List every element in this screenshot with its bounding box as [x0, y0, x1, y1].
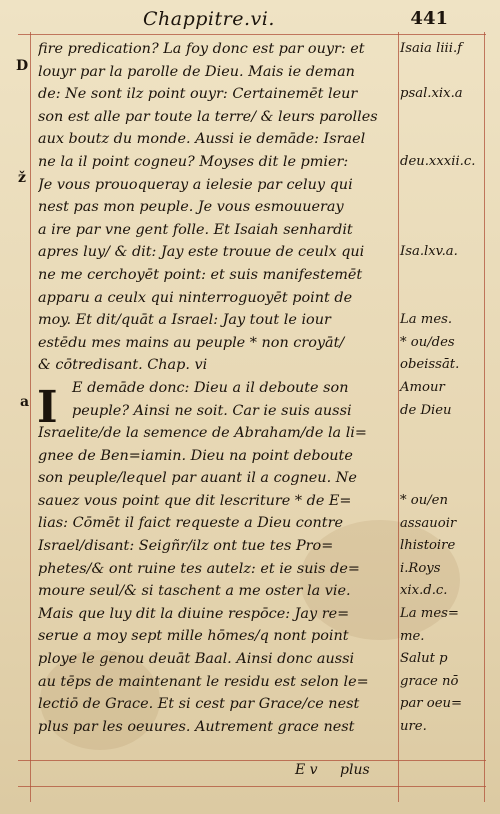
margin-note: lhistoire	[400, 538, 456, 554]
text-line: aux boutz du monde. Aussi ie demāde: Israel	[38, 131, 366, 148]
text-line: apres luy/ & dit: Jay este trouue de ceulx qui	[38, 244, 365, 261]
text-line: de: Ne sont ilz point ouyr: Certainemēt leur	[38, 86, 358, 103]
margin-rule-right	[484, 32, 485, 802]
margin-note: Isa.lxv.a.	[400, 244, 458, 260]
text-line: E demāde donc: Dieu a il deboute son	[72, 379, 349, 396]
margin-note: La mes=	[400, 606, 459, 621]
text-line: phetes/& ont ruine tes autelz: et ie suis de=	[38, 560, 360, 577]
bottom-rule	[18, 760, 486, 761]
margin-note: La mes.	[400, 312, 453, 328]
margin-note: ure.	[400, 719, 427, 734]
catchword: plus	[340, 762, 370, 778]
text-line: lias: Cōmēt il faict requeste a Dieu contre	[38, 515, 343, 532]
text-line: nest pas mon peuple. Je vous esmouueray	[38, 199, 344, 216]
text-line: son peuple/lequel par auant il a cogneu. Ne	[38, 470, 357, 487]
margin-note: obeissāt.	[400, 357, 460, 373]
text-line: Israelite/de la semence de Abraham/de la li=	[38, 425, 367, 442]
margin-note: Salut p	[400, 651, 448, 667]
text-line: son est alle par toute la terre/ & leurs parolles	[38, 108, 378, 125]
margin-rule-text	[398, 32, 399, 802]
margin-note: grace nō	[400, 673, 459, 689]
margin-rule-left	[30, 32, 31, 802]
margin-note: psal.xix.a	[400, 86, 463, 102]
signature-mark: E v	[295, 762, 318, 778]
text-line: peuple? Ainsi ne soit. Car ie suis aussi	[72, 402, 352, 419]
text-line: sauez vous point que dit lescriture * de E=	[38, 492, 352, 509]
text-line: ploye le genou deuāt Baal. Ainsi donc aussi	[38, 651, 355, 668]
margin-note: Isaia liii.f	[400, 41, 463, 56]
text-line: moure seul/& si taschent a me oster la vie.	[38, 583, 351, 600]
margin-note: i.Roys	[400, 560, 441, 576]
text-line: gnee de Ben=iamin. Dieu na point deboute	[38, 447, 353, 464]
margin-note: * ou/en	[400, 493, 448, 508]
text-line: & cōtredisant. Chap. vi	[38, 357, 208, 374]
margin-note: assauoir	[400, 515, 457, 531]
top-rule	[18, 34, 486, 35]
left-margin-mark: ž	[18, 170, 26, 186]
catchword-rule	[18, 786, 486, 787]
left-margin-mark: D	[16, 58, 29, 74]
text-line: Israel/disant: Seigñr/ilz ont tue tes Pro=	[38, 538, 334, 555]
left-margin-mark: a	[20, 394, 30, 410]
text-line: serue a moy sept mille hōmes/q nont point	[38, 628, 349, 645]
text-line: louyr par la parolle de Dieu. Mais ie deman	[38, 63, 355, 80]
text-line: fire predication? La foy donc est par ouyr: et	[38, 41, 365, 57]
text-line: ne la il point cogneu? Moyses dit le pmier:	[38, 153, 349, 170]
margin-note: me.	[400, 628, 425, 644]
margin-note: par oeu=	[400, 696, 463, 712]
margin-note: * ou/des	[400, 334, 455, 350]
folio-number: 441	[410, 8, 448, 29]
margin-note: de Dieu	[400, 402, 452, 418]
page-header	[38, 6, 478, 32]
text-line: estēdu mes mains au peuple * non croyāt/	[38, 334, 345, 351]
drop-initial: I	[37, 382, 58, 433]
text-line: a ire par vne gent folle. Et Isaiah senhardit	[38, 221, 353, 238]
running-head: Chappitre.vi.	[143, 8, 275, 30]
catchword-line	[295, 762, 388, 778]
margin-note: Amour	[400, 380, 445, 395]
body-text	[38, 38, 398, 738]
text-line: Je vous prouoqueray a ielesie par celuy qui	[38, 176, 353, 193]
text-line: au tēps de maintenant le residu est selon le=	[38, 673, 369, 690]
margin-note: deu.xxxii.c.	[400, 154, 476, 169]
text-line: moy. Et dit/quāt a Israel: Jay tout le iour	[38, 312, 331, 329]
text-line: lectiō de Grace. Et si cest par Grace/ce nest	[38, 696, 360, 713]
text-line: plus par les oeuures. Autrement grace nest	[38, 718, 355, 735]
text-line: Mais que luy dit la diuine respōce: Jay re=	[38, 605, 350, 622]
text-line: apparu a ceulx qui ninterroguoyēt point de	[38, 289, 353, 306]
margin-note: xix.d.c.	[400, 583, 448, 599]
text-line: ne me cerchoyēt point: et suis manifestemēt	[38, 266, 363, 283]
